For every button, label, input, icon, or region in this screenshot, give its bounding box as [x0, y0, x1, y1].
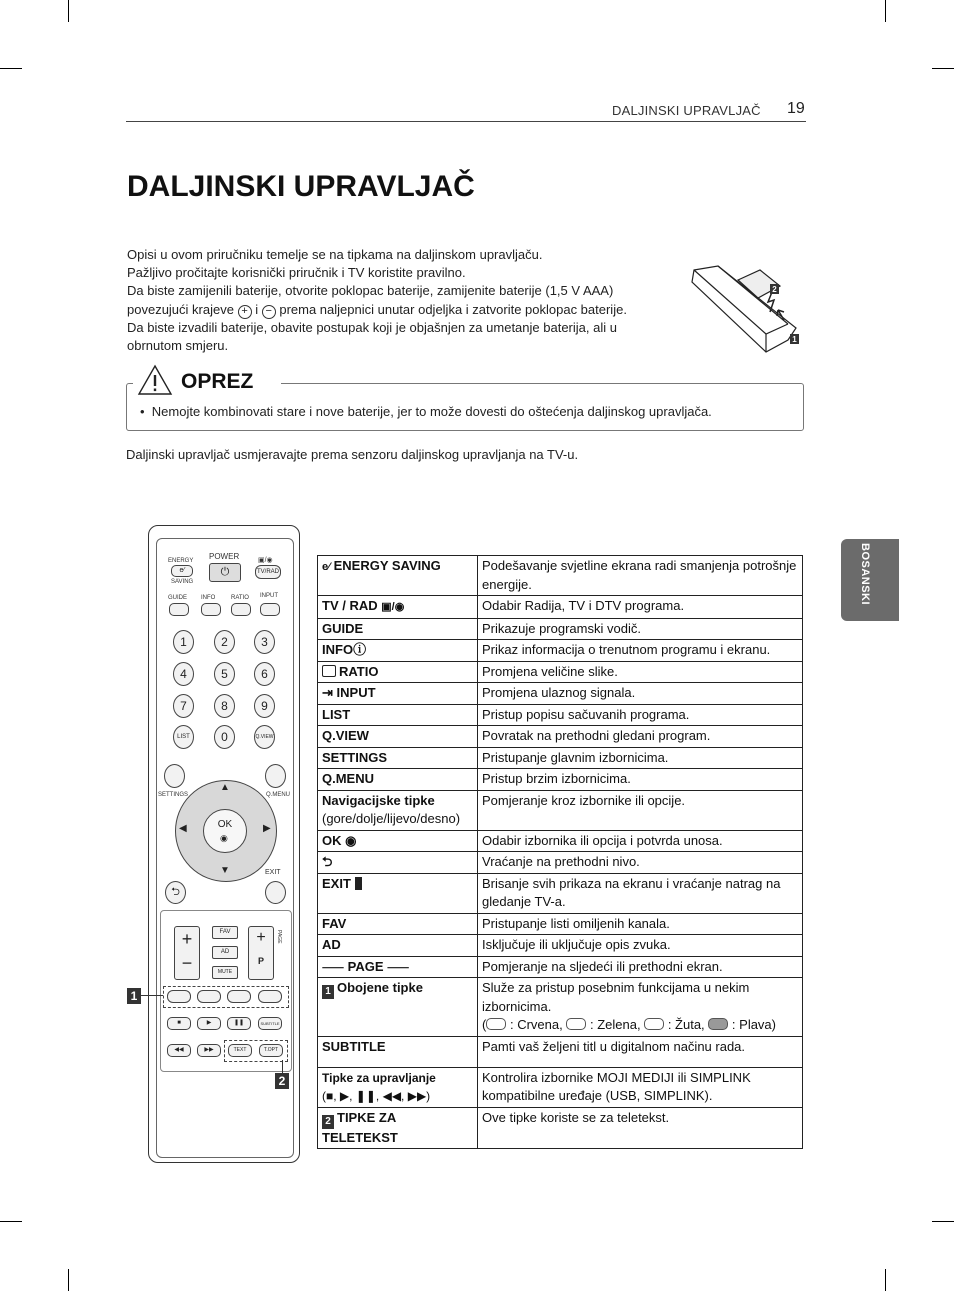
table-desc: Isključuje ili uključuje opis zvuka.: [478, 935, 803, 957]
remote-label-ratio: RATIO: [231, 595, 249, 601]
fav-label: FAV: [219, 929, 231, 935]
table-key: EXIT: [322, 875, 351, 891]
crop-mark: [885, 0, 886, 22]
table-row: [318, 830, 803, 852]
mute-label: MUTE: [217, 969, 233, 975]
intro-fragment: prema naljepnici unutar odjeljka i zatvorite poklopac baterije.: [279, 301, 627, 317]
ad-button: [212, 946, 238, 959]
digit-button: 9: [254, 694, 275, 718]
page-title: DALJINSKI UPRAVLJAČ: [127, 170, 475, 203]
remote-label-guide: GUIDE: [168, 595, 188, 601]
callout-2-line: [282, 1060, 283, 1073]
table-desc: Pristup popisu sačuvanih programa.: [478, 704, 803, 726]
table-row: [318, 556, 803, 596]
crop-mark: [0, 1221, 22, 1222]
blue-button-icon: [708, 1018, 728, 1030]
table-row: [318, 726, 803, 748]
callout-2-icon: 2: [322, 1115, 334, 1129]
table-row: [318, 852, 803, 874]
table-key: INFO: [322, 642, 354, 657]
qview-button: [254, 725, 275, 749]
intro-line: obrnutom smjeru.: [127, 338, 229, 354]
nav-right-icon: ▶: [263, 823, 271, 834]
callout-1-icon: 1: [322, 985, 334, 999]
table-desc: Odabir izbornika ili opcija i potvrda unosa.: [478, 830, 803, 852]
nav-down-icon: ▼: [220, 865, 230, 876]
caution-text: Nemojte kombinovati stare i nove baterije, jer to može dovesti do oštećenja daljinskog upravljača.: [151, 404, 712, 419]
mute-button: [212, 966, 238, 979]
crop-mark: [885, 1269, 886, 1291]
tvrad-button: [255, 565, 281, 579]
battery-illustration: [688, 262, 804, 358]
fav-button: [212, 926, 238, 939]
intro-line: Pažljivo pročitajte korisnički priručnik i TV koristite pravilno.: [127, 265, 466, 281]
nav-up-icon: ▲: [220, 782, 230, 793]
table-key-cell: [318, 640, 478, 662]
table-row: [318, 640, 803, 662]
remote-label-exit: EXIT: [265, 869, 281, 876]
energy-saving-button: e⁄: [171, 565, 193, 577]
table-row: [318, 769, 803, 791]
table-key: OK: [322, 832, 342, 848]
table-key: Obojene tipke: [337, 980, 423, 995]
color-label: : Zelena,: [589, 1017, 641, 1032]
table-key-cell: [318, 683, 478, 705]
ok-icon: ◉: [345, 832, 357, 848]
back-icon: ⮌: [318, 852, 478, 874]
yellow-button: [227, 990, 251, 1003]
table-row: [318, 873, 803, 913]
red-button: [167, 990, 191, 1003]
digit-button: 2: [214, 630, 235, 654]
table-key: RATIO: [339, 663, 379, 679]
table-key: LIST: [318, 704, 478, 726]
ok-label: OK: [217, 819, 233, 830]
table-key-cell: [318, 978, 478, 1037]
stop-button: ■: [167, 1017, 191, 1030]
power-button: ⏻: [209, 563, 241, 582]
intro-fragment: i: [255, 301, 259, 317]
table-key: FAV: [318, 913, 478, 935]
crop-mark: [68, 0, 69, 22]
list-button: [173, 725, 194, 749]
intro-text: [127, 246, 687, 355]
nav-left-icon: ◀: [179, 823, 187, 834]
warning-icon: [137, 364, 173, 396]
page-rocker: + P: [248, 926, 274, 980]
page-up-icon: ⸺: [322, 958, 344, 974]
subtitle-label: SUBTITLE: [260, 1021, 280, 1026]
settings-button: [164, 764, 185, 788]
aim-text: Daljinski upravljač usmjeravajte prema senzoru daljinskog upravljanja na TV-u.: [126, 447, 579, 462]
table-key: SUBTITLE: [318, 1036, 478, 1067]
table-key: TV / RAD: [322, 598, 378, 613]
table-key-cell: [318, 873, 478, 913]
color-label: : Žuta,: [667, 1017, 705, 1032]
red-button-icon: [486, 1018, 506, 1030]
table-key-sub: (■, ▶, ❚❚, ◀◀, ▶▶): [322, 1089, 431, 1103]
guide-button: [169, 603, 189, 616]
table-desc: Ove tipke koriste se za teletekst.: [478, 1107, 803, 1149]
p-label: P: [257, 956, 264, 966]
table-key: Q.MENU: [318, 769, 478, 791]
remote-label-power: POWER: [209, 552, 240, 561]
table-key-cell: [318, 1067, 478, 1107]
green-button: [197, 990, 221, 1003]
ratio-button: [231, 603, 251, 616]
back-button: ⮌: [165, 881, 186, 904]
blue-button: [258, 990, 282, 1003]
volume-rocker: + −: [174, 926, 200, 980]
table-desc: Prikaz informacija o trenutnom programu i ekranu.: [478, 640, 803, 662]
ad-label: AD: [220, 949, 230, 955]
table-desc: Pomjeranje kroz izbornike ili opcije.: [478, 790, 803, 830]
exit-icon: [355, 877, 362, 890]
header-rule: [126, 121, 806, 122]
remote-label-page: PAGE: [276, 930, 282, 944]
table-desc: Pomjeranje na sljedeći ili prethodni ekran.: [478, 956, 803, 978]
callout-2: 2: [275, 1073, 289, 1089]
digit-button: 3: [254, 630, 275, 654]
table-desc-cell: Služe za pristup posebnim funkcijama u nekim izbornicima. ( : Crvena, : Zelena, : Žuta, : Plava): [478, 978, 803, 1037]
page-number: 19: [787, 100, 805, 117]
input-button: [260, 603, 280, 616]
table-key-cell: [318, 956, 478, 978]
table-key-cell: [318, 1107, 478, 1149]
remote-label-input: INPUT: [260, 593, 278, 599]
tvrad-icon: ▣/◉: [258, 557, 273, 564]
intro-line: Da biste zamijenili baterije, otvorite poklopac baterije, zamijenite baterije (1,5 V AAA): [127, 283, 614, 299]
table-row: [318, 661, 803, 683]
table-key-sub: (gore/dolje/lijevo/desno): [322, 811, 461, 826]
table-row: [318, 978, 803, 1037]
remote-label-saving: SAVING: [171, 579, 194, 585]
page-down-icon: ⸺: [387, 958, 410, 974]
svg-text:2: 2: [772, 285, 777, 294]
table-key-cell: [318, 556, 478, 596]
topt-button: [259, 1044, 283, 1057]
header-section-title: DALJINSKI UPRAVLJAČ: [612, 103, 761, 118]
table-key: TIPKE ZA TELETEKST: [322, 1109, 398, 1145]
table-desc: Kontrolira izbornike MOJI MEDIJI ili SIMPLINK kompatibilne uređaje (USB, SIMPLINK).: [478, 1067, 803, 1107]
button-description-table: [317, 555, 803, 1149]
table-key: GUIDE: [318, 618, 478, 640]
input-icon: ⇥: [322, 685, 333, 700]
ratio-icon: [322, 665, 336, 677]
intro-line: Opisi u ovom priručniku temelje se na tipkama na daljinskom upravljaču.: [127, 247, 543, 262]
table-desc: Prikazuje programski vodič.: [478, 618, 803, 640]
tv-radio-icon: ▣/◉: [381, 601, 405, 613]
table-key: INPUT: [336, 685, 376, 700]
intro-line: Da biste izvadili baterije, obavite postupak koji je objašnjen za umetanje baterija, ali u: [127, 319, 617, 335]
digit-button: 6: [254, 662, 275, 686]
table-key-cell: [318, 661, 478, 683]
digit-button: 5: [214, 662, 235, 686]
ok-dot-icon: ◉: [220, 833, 228, 843]
digit-button: 0: [214, 725, 235, 749]
rewind-button: ◀◀: [167, 1044, 191, 1057]
tvrad-label: TV/RAD: [256, 569, 279, 575]
digit-button: 8: [214, 694, 235, 718]
info-button: [201, 603, 221, 616]
yellow-button-icon: [644, 1018, 664, 1030]
table-row: [318, 704, 803, 726]
table-row: [318, 913, 803, 935]
remote-label-energy: ENERGY: [168, 558, 194, 564]
text-button: [228, 1044, 252, 1057]
table-desc: Pristupanje glavnim izbornicima.: [478, 747, 803, 769]
table-key-cell: [318, 596, 478, 619]
table-desc: Promjena ulaznog signala.: [478, 683, 803, 705]
pause-button: ❚❚: [227, 1017, 251, 1030]
table-desc: Povratak na prethodni gledani program.: [478, 726, 803, 748]
table-desc: Odabir Radija, TV i DTV programa.: [478, 596, 803, 619]
table-row: [318, 935, 803, 957]
table-key: Q.VIEW: [318, 726, 478, 748]
language-tab-label: BOSANSKI: [859, 543, 871, 606]
language-tab: [841, 539, 899, 621]
digit-button: 1: [173, 630, 194, 654]
digit-button: 4: [173, 662, 194, 686]
table-row: [318, 747, 803, 769]
svg-text:1: 1: [792, 335, 797, 344]
remote-label-info: INFO: [201, 595, 216, 601]
table-key-cell: [318, 830, 478, 852]
table-row: [318, 596, 803, 619]
table-row: [318, 618, 803, 640]
exit-button: [265, 881, 286, 904]
table-desc: Podešavanje svjetline ekrana radi smanjenja potrošnje energije.: [478, 556, 803, 596]
table-key: Navigacijske tipke: [322, 792, 435, 808]
plus-icon: +: [238, 305, 252, 319]
list-label: LIST: [177, 734, 190, 740]
table-row: [318, 1036, 803, 1067]
forward-button: ▶▶: [197, 1044, 221, 1057]
table-key: AD: [318, 935, 478, 957]
table-key: SETTINGS: [318, 747, 478, 769]
table-desc: Služe za pristup posebnim funkcijama u nekim izbornicima.: [482, 980, 750, 1014]
table-key: Tipke za upravljanje: [322, 1070, 436, 1085]
table-row: [318, 790, 803, 830]
table-desc: Brisanje svih prikaza na ekranu i vraćanje natrag na gledanje TV-a.: [478, 873, 803, 913]
callout-1: 1: [127, 988, 141, 1004]
table-desc: Pristup brzim izbornicima.: [478, 769, 803, 791]
ok-button: [203, 809, 247, 853]
play-button: ▶: [197, 1017, 221, 1030]
callout-1-line: [141, 995, 163, 996]
crop-mark: [68, 1269, 69, 1291]
table-key: ENERGY SAVING: [333, 558, 441, 573]
energy-saving-icon: e⁄: [322, 561, 330, 573]
intro-fragment: povezujući krajeve: [127, 301, 234, 317]
table-row: [318, 1107, 803, 1149]
intro-line: [127, 301, 687, 319]
crop-mark: [932, 68, 954, 69]
remote-label-qmenu: Q.MENU: [266, 792, 290, 798]
table-key-cell: [318, 790, 478, 830]
minus-icon: −: [262, 305, 276, 319]
digit-button: 7: [173, 694, 194, 718]
remote-label-settings: SETTINGS: [158, 792, 189, 798]
table-row: [318, 683, 803, 705]
table-row: [318, 1067, 803, 1107]
table-desc: Vraćanje na prethodni nivo.: [478, 852, 803, 874]
text-label: TEXT: [233, 1047, 247, 1053]
crop-mark: [0, 68, 22, 69]
caution-title: OPREZ: [181, 370, 254, 393]
qview-label: Q.VIEW: [255, 734, 274, 740]
color-label: : Crvena,: [509, 1017, 563, 1032]
topt-label: T.OPT: [263, 1047, 279, 1053]
table-desc: Pristupanje listi omiljenih kanala.: [478, 913, 803, 935]
info-icon: ⓘ: [353, 642, 367, 657]
table-row: [318, 956, 803, 978]
caution-item: • Nemojte kombinovati stare i nove baterije, jer to može dovesti do oštećenja daljinskog upravljača.: [140, 404, 712, 419]
caution-heading: [133, 362, 281, 398]
table-desc: Pamti vaš željeni titl u digitalnom načinu rada.: [478, 1036, 803, 1067]
green-button-icon: [566, 1018, 586, 1030]
table-key: PAGE: [347, 958, 384, 974]
color-label: : Plava): [731, 1017, 776, 1032]
table-desc: Promjena veličine slike.: [478, 661, 803, 683]
subtitle-button: [258, 1017, 282, 1030]
crop-mark: [932, 1221, 954, 1222]
qmenu-button: [265, 764, 286, 788]
